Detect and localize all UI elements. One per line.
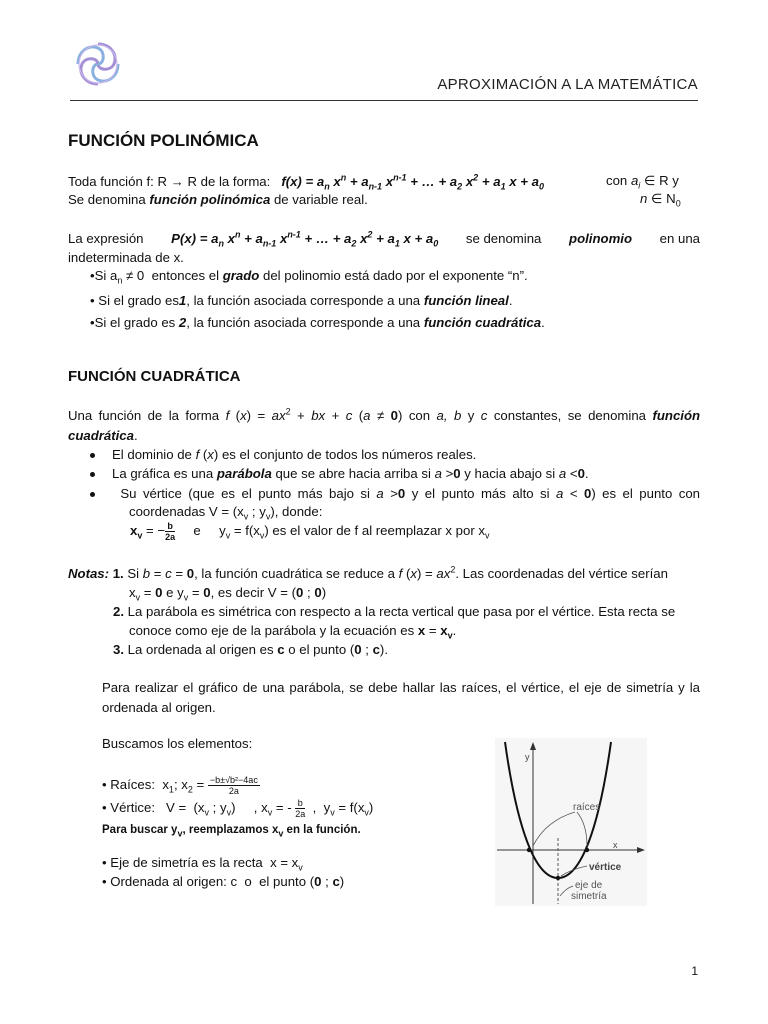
roots-label: Raíces: bbox=[110, 776, 155, 792]
label-x: x bbox=[613, 840, 618, 850]
expression-term: polinomio bbox=[569, 231, 633, 246]
expression-pre: La expresión bbox=[68, 231, 144, 246]
ordinate-line: • Ordenada al origen: c o el punto (0 ; c) bbox=[102, 874, 345, 889]
header-rule bbox=[70, 100, 698, 101]
expression-line-1 bbox=[68, 230, 700, 248]
list-item: Su vértice (que es el punto más bajo si a >0 y el punto más alto si a < 0) es el punto con bbox=[90, 485, 700, 503]
denomination-post: de variable real. bbox=[273, 192, 368, 207]
search-title: Buscamos los elementos: bbox=[102, 736, 253, 751]
graphing-paragraph: Para realizar el gráfico de una parábola, se debe hallar las raíces, el vértice, el eje de simetría y la ordenada al origen. bbox=[102, 680, 700, 715]
label-axis-1: eje de bbox=[575, 880, 603, 891]
page-number: 1 bbox=[691, 964, 698, 978]
notes-label: Notas: bbox=[68, 566, 110, 581]
logo-icon bbox=[74, 40, 122, 88]
expression-post: en una bbox=[659, 231, 700, 246]
expression-mid: se denomina bbox=[465, 231, 542, 246]
quadratic-def-line-2: cuadrática. bbox=[68, 428, 138, 443]
section-title-cuadratica: FUNCIÓN CUADRÁTICA bbox=[68, 368, 241, 385]
denomination-term: función polinómica bbox=[149, 192, 271, 207]
note-1: Notas: 1. Si b = c = 0, la función cuadrática se reduce a f $(x) = ax^2$. Las coordenadas del vértice serían bbox=[68, 564, 668, 581]
expression-formula: $P(x) = a_n$ $x^n + a_{n-1}$ $x^{n-1}$ + … + $a_2$ $x^2 + a_1$ $x + a_0$ bbox=[171, 229, 439, 249]
label-axis-2: simetría bbox=[571, 891, 607, 902]
note-3: 3. La ordenada al origen es c o el punto (0 ; c). bbox=[113, 642, 388, 657]
axis-line: • Eje de simetría es la recta $x = x_v$ bbox=[102, 855, 303, 873]
definition-line-1 bbox=[68, 173, 544, 191]
vertex-coords-line: coordenadas $V = (x_v$ ; $y_v$), donde: bbox=[129, 504, 323, 522]
list-item: •Si el grado es 2, la función asociada corresponde a una función cuadrática. bbox=[90, 315, 545, 330]
label-vertex: vértice bbox=[589, 862, 622, 873]
list-item: El dominio de f (x) es el conjunto de todos los números reales. bbox=[90, 446, 476, 464]
vertex-label: Vértice: bbox=[110, 799, 155, 815]
quadratic-def-line-1: Una función de la forma f $(x) = ax^2$ + bx + c (a ≠ 0) con a, b y c constantes, se denomina función bbox=[68, 406, 701, 423]
vertex-point bbox=[556, 876, 560, 880]
def-prefix: Toda función f: R → R de la forma: bbox=[68, 174, 271, 189]
header-title: APROXIMACIÓN A LA MATEMÁTICA bbox=[437, 76, 698, 93]
denomination-pre: Se denomina bbox=[68, 192, 146, 207]
list-item: • Si el grado es1, la función asociada corresponde a una función lineal. bbox=[90, 293, 513, 308]
vertex-formula-line: $x_v$ = − $\frac{b}{2a}$ e $y_v = f(x_v)$ es el valor de f al reemplazar x por $x_v$ bbox=[130, 521, 490, 542]
note-1-line-2: $x_v = 0$ e $y_v = 0$, es decir V = (0 ; 0) bbox=[129, 585, 327, 603]
condition-ai: con $a_i$ ∈ R y bbox=[606, 173, 679, 191]
root-point bbox=[527, 848, 531, 852]
list-item: La gráfica es una parábola que se abre hacia arriba si a >0 y hacia abajo si a <0. bbox=[90, 465, 589, 483]
note-2-line-2: conoce como eje de la parábola y la ecuación es $x = x_v$. bbox=[129, 623, 457, 641]
label-roots: raíces bbox=[573, 802, 601, 813]
condition-n: n ∈ $N_0$ bbox=[640, 191, 681, 209]
vertex-note: Para buscar $y_v$, reemplazamos $x_v$ en la función. bbox=[102, 824, 361, 839]
root-point bbox=[585, 848, 589, 852]
expression-line-2: indeterminada de x. bbox=[68, 250, 184, 265]
definition-line-2 bbox=[68, 191, 368, 209]
list-item: •Si $a_n \ne 0$ entonces el grado del polinomio está dado por el exponente “n”. bbox=[90, 268, 528, 286]
roots-line: • Raíces: $x_1$; $x_2$ = $\frac{\text{−b±√b²−4ac}}{2a}$ bbox=[102, 775, 258, 796]
label-y: y bbox=[525, 752, 530, 762]
parabola-figure bbox=[495, 738, 647, 906]
vertex-line: • Vértice: $V = (x_v$ ; $y_v$) , $x_v$ = - $\frac{b}{2a}$ , $y_v = f(x_v)$ bbox=[102, 798, 374, 819]
section-title-polinomica: FUNCIÓN POLINÓMICA bbox=[68, 131, 259, 150]
polynomial-formula: $f(x) = a_n$ $x^n + a_{n-1}$ $x^{n-1}$ + … + $a_2$ $x^2 + a_1$ $x + a_0$ bbox=[281, 172, 544, 192]
note-2: 2. La parábola es simétrica con respecto a la recta vertical que pasa por el vértice. Esta recta se bbox=[113, 604, 676, 619]
